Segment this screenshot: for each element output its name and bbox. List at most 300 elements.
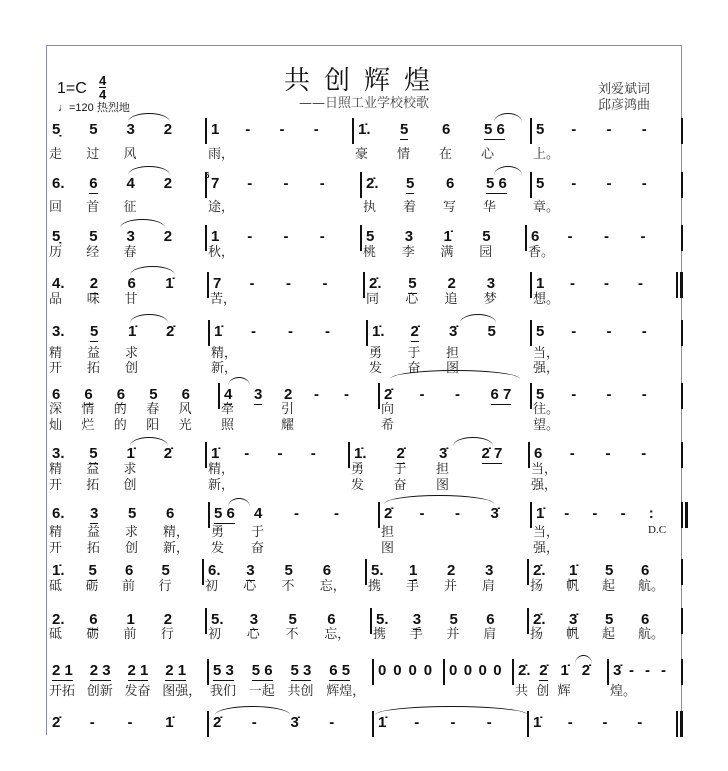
lyric: 扬	[530, 579, 544, 594]
lyric: 开	[49, 541, 63, 556]
barline	[352, 118, 354, 144]
lyric: 牵	[221, 402, 235, 417]
note: 3̇	[449, 323, 458, 340]
lyric: 创新	[86, 684, 113, 699]
note: 6	[127, 275, 136, 292]
lyric: 担	[436, 462, 450, 477]
note: 2̇ 7	[481, 445, 503, 462]
lyric: 于	[251, 525, 265, 540]
lyric: 途，	[208, 200, 235, 215]
note: 5	[88, 562, 97, 579]
barline	[530, 320, 532, 346]
lyric: 桃	[363, 245, 377, 260]
lyric: 共创	[287, 684, 314, 699]
note: 1̇	[560, 662, 569, 679]
barline	[202, 559, 204, 585]
lyric: 砺	[85, 579, 99, 594]
dash-sustain: -	[570, 275, 575, 292]
lyric: 李	[401, 245, 415, 260]
barline	[378, 383, 380, 409]
slur	[130, 437, 168, 446]
lyric: 强，	[531, 478, 558, 493]
lyric: 奋	[251, 541, 265, 556]
lyric: 新，	[208, 478, 235, 493]
note: 5	[288, 611, 297, 628]
lyric: 执	[363, 200, 377, 215]
lyric: 奋	[407, 361, 421, 376]
note: 3	[126, 228, 135, 245]
barline	[443, 659, 445, 685]
note: 0	[478, 662, 487, 679]
dash-sustain: -	[247, 175, 253, 192]
note: 2̇	[52, 714, 61, 731]
lyric: 精，	[211, 346, 238, 361]
slur	[384, 495, 494, 504]
lyric: 创	[123, 478, 137, 493]
note: 2̇	[581, 662, 591, 679]
lyric: 心	[243, 579, 257, 594]
composer-credit: 邱彦鸿曲	[598, 98, 651, 113]
slur	[375, 706, 528, 715]
lyric: 我们	[210, 684, 237, 699]
dash-sustain: -	[414, 714, 420, 731]
dash-sustain: -	[294, 505, 299, 522]
note: 5.	[211, 611, 224, 628]
lyric: 初	[205, 579, 219, 594]
dash-sustain: -	[571, 386, 577, 403]
note: 5	[449, 611, 458, 628]
lyric: 帆	[566, 627, 580, 642]
barline	[681, 659, 683, 685]
barline	[530, 383, 532, 409]
lyric: 勇	[369, 346, 383, 361]
lyric: 心	[481, 147, 495, 162]
note: 6	[534, 445, 543, 462]
note: 5	[536, 323, 545, 340]
note: 5	[128, 505, 137, 522]
lyric: 光	[178, 418, 192, 433]
lyric: 在	[439, 147, 453, 162]
note: 2 1	[52, 662, 73, 679]
note: 5	[605, 611, 614, 628]
dash-sustain: -	[419, 386, 425, 403]
dash-sustain: -	[251, 714, 257, 731]
slur	[575, 655, 592, 664]
lyric: 益	[87, 346, 101, 361]
lyric: 担	[381, 525, 395, 540]
lyric: 深	[49, 402, 63, 417]
barline	[681, 442, 683, 468]
note: 5 6	[214, 505, 235, 522]
note: 5.	[376, 611, 389, 628]
dash-sustain: -	[313, 121, 319, 138]
song-title: 共创辉煌	[283, 66, 444, 96]
barline	[205, 608, 207, 634]
dash-sustain: -	[251, 323, 256, 340]
barline	[360, 172, 362, 198]
dash-sustain: -	[637, 714, 643, 731]
barline	[530, 272, 532, 298]
dash-sustain: -	[247, 228, 253, 245]
barline	[681, 502, 683, 528]
note: 5	[89, 445, 98, 462]
lyric: 豪	[355, 147, 369, 162]
barline	[205, 118, 207, 144]
note: 6	[446, 175, 455, 192]
dash-sustain: -	[661, 662, 666, 679]
dash-sustain: -	[569, 445, 575, 462]
lyric: 精	[49, 346, 63, 361]
dash-sustain: -	[571, 323, 577, 340]
note: 5	[284, 562, 293, 579]
lyric: 砥	[49, 579, 63, 594]
lyric: 阳	[146, 418, 160, 433]
note: 0	[408, 662, 417, 679]
dash-sustain: -	[319, 228, 325, 245]
lyric: 开	[49, 478, 63, 493]
note: 1̇	[165, 714, 174, 731]
barline	[218, 383, 220, 409]
note: 2̇	[384, 386, 393, 403]
note: 6.	[52, 505, 65, 522]
note: 5	[408, 275, 417, 292]
lyric: 征	[123, 200, 137, 215]
lyric: 创	[536, 684, 550, 699]
lyric: 春	[123, 245, 137, 260]
note: 6	[322, 562, 332, 579]
note: 6 5	[329, 662, 351, 679]
note: 6	[84, 386, 93, 403]
slur	[128, 166, 170, 175]
note: 2̇	[410, 323, 419, 340]
slur	[494, 166, 522, 175]
barline-double	[680, 711, 683, 737]
lyric: 开	[49, 361, 63, 376]
lyric: 勇	[351, 462, 365, 477]
note: 3	[90, 505, 99, 522]
lyric: 希	[381, 418, 395, 433]
lyric: 携	[368, 579, 382, 594]
note: 2.	[52, 611, 65, 628]
dash-sustain: -	[319, 175, 325, 192]
note: 5 3	[290, 662, 312, 679]
lyric: 秋，	[208, 245, 235, 260]
note: 6.	[208, 562, 221, 579]
dash-sustain: -	[310, 445, 316, 462]
note: 7	[213, 275, 222, 292]
note: 5̣	[52, 121, 61, 138]
lyric: 苦，	[210, 292, 237, 307]
lyric: 首	[86, 200, 100, 215]
lyric: 园	[479, 245, 493, 260]
note: 2	[163, 611, 173, 628]
lyric: 不	[285, 627, 299, 642]
note: 3̇	[439, 445, 448, 462]
lyric: 煌。	[610, 684, 637, 699]
note: 1̇.	[354, 445, 367, 462]
barline	[348, 442, 350, 468]
lyric: 品	[49, 292, 63, 307]
dash-sustain: -	[604, 275, 609, 292]
dash-sustain: -	[641, 175, 647, 192]
slur	[130, 266, 175, 275]
note: 0	[463, 662, 473, 679]
note: 5.	[371, 562, 384, 579]
lyric: 情	[397, 147, 411, 162]
dash-sustain: -	[455, 386, 460, 403]
note: 2̇	[539, 662, 548, 679]
note: 2 1	[127, 662, 149, 679]
lyric: 华	[483, 200, 497, 215]
lyric: 精，	[208, 462, 235, 477]
note: 2̇	[166, 323, 175, 340]
note: 6	[116, 386, 126, 403]
dash-sustain: -	[249, 275, 255, 292]
barline	[681, 172, 683, 198]
dash-sustain: -	[620, 505, 626, 522]
note: 6	[125, 562, 134, 579]
dash-sustain: -	[641, 323, 647, 340]
lyric: 忘，	[319, 579, 346, 594]
note: 2̇.	[369, 275, 382, 292]
lyric: 初	[208, 627, 222, 642]
dash-sustain: -	[334, 505, 339, 522]
note: 5 6	[251, 662, 273, 679]
grace-note: 6	[205, 171, 210, 180]
lyric: 行	[160, 627, 174, 642]
note: 1̇.	[372, 323, 385, 340]
time-signature-bottom: 4	[99, 87, 107, 102]
note: 6	[327, 611, 336, 628]
lyric: 的	[113, 402, 127, 417]
dash-sustain: -	[641, 445, 647, 462]
note: 6	[89, 175, 98, 192]
note: 5 3	[213, 662, 234, 679]
lyric: 携	[373, 627, 387, 642]
note: 3	[249, 611, 259, 628]
lyric: 益	[86, 462, 100, 477]
lyric: 砺	[86, 627, 100, 642]
note: 1̇	[126, 445, 135, 462]
barline	[681, 225, 683, 251]
lyric: 拓	[86, 478, 100, 493]
lyric: 走	[49, 147, 63, 162]
note: 2	[447, 562, 456, 579]
note: 2 1	[165, 662, 187, 679]
note: 1̇	[165, 275, 174, 292]
slur	[228, 498, 250, 507]
note: 3	[485, 562, 494, 579]
note: 1̇	[533, 714, 542, 731]
lyric: 拓	[87, 541, 101, 556]
lyric: 历	[49, 245, 63, 260]
page-frame-top	[46, 45, 682, 46]
dash-sustain: -	[645, 662, 650, 679]
lyric: 一起	[248, 684, 275, 699]
note: 6	[166, 505, 175, 522]
barline	[205, 442, 207, 468]
barline	[681, 320, 683, 346]
dash-sustain: -	[314, 386, 319, 403]
lyric: 心	[405, 292, 419, 307]
lyric: 手	[409, 627, 423, 642]
lyric: 起	[602, 579, 616, 594]
lyric: 情	[81, 402, 95, 417]
barline	[676, 711, 678, 737]
lyric: 当，	[533, 346, 560, 361]
lyric: 求	[125, 525, 139, 540]
lyric: 扬	[530, 627, 544, 642]
lyric: 行	[158, 579, 172, 594]
dash-sustain: -	[641, 386, 647, 403]
dash-sustain: -	[605, 445, 611, 462]
dash-sustain: -	[279, 121, 285, 138]
lyric: 写	[443, 200, 457, 215]
barline	[681, 383, 683, 409]
note: 0	[393, 662, 402, 679]
note: 2	[163, 121, 173, 138]
lyric: 着	[403, 200, 417, 215]
dash-sustain: -	[127, 714, 133, 731]
lyric: 想。	[533, 292, 560, 307]
lyric: 并	[444, 579, 458, 594]
lyric: 雨，	[208, 147, 235, 162]
lyric: 图	[381, 541, 395, 556]
slur	[130, 314, 168, 323]
note: 5	[89, 228, 98, 245]
dash-sustain: -	[641, 121, 647, 138]
note: 2̇	[396, 445, 405, 462]
barline	[370, 608, 372, 634]
note: 5	[536, 386, 545, 403]
note: 5̣	[52, 228, 61, 245]
lyric: 不	[281, 579, 295, 594]
lyric: 拓	[87, 361, 101, 376]
note: 5	[406, 175, 415, 192]
barline	[366, 320, 368, 346]
dash-sustain: -	[322, 275, 328, 292]
dash-sustain: -	[486, 714, 492, 731]
dash-sustain: -	[606, 175, 612, 192]
barline	[512, 659, 514, 685]
note: 2	[284, 386, 293, 403]
lyric: 辉煌，	[326, 684, 366, 699]
time-signature	[99, 74, 106, 101]
lyric: 于	[393, 462, 407, 477]
lyric: 追	[444, 292, 458, 307]
slur	[494, 113, 522, 122]
dash-sustain: -	[629, 662, 634, 679]
note: 0	[423, 662, 433, 679]
barline	[530, 502, 532, 528]
lyric: 当，	[533, 525, 560, 540]
note: 6	[181, 386, 190, 403]
note: 2	[163, 228, 173, 245]
barline	[205, 225, 207, 251]
lyric: 勇	[211, 525, 225, 540]
dash-sustain: -	[344, 386, 349, 403]
note: 5 6	[486, 175, 507, 192]
slur	[460, 314, 496, 323]
note: 6	[641, 562, 650, 579]
note: 1̇	[569, 562, 578, 579]
note: 3	[126, 121, 135, 138]
note: 5	[90, 323, 99, 340]
dash-sustain: -	[277, 445, 283, 462]
note: 1̇	[378, 714, 387, 731]
note: 3̇	[490, 505, 499, 522]
lyric: 前	[123, 627, 137, 642]
lyric: 经	[86, 245, 100, 260]
barline	[681, 559, 683, 585]
barline	[527, 608, 529, 634]
barline	[530, 118, 532, 144]
note: 4.	[52, 275, 65, 292]
note: 4	[254, 505, 263, 522]
dash-sustain: -	[571, 175, 577, 192]
dash-sustain: -	[592, 505, 598, 522]
lyric: 新，	[211, 361, 238, 376]
note: 5	[149, 386, 158, 403]
note: 4	[126, 175, 135, 192]
note: 2̇.	[533, 611, 546, 628]
note: 3.	[52, 323, 65, 340]
dash-sustain: -	[283, 175, 289, 192]
lyric: 肩	[483, 627, 497, 642]
note: 3̇	[290, 714, 299, 731]
lyric: 发	[211, 541, 225, 556]
key-signature: 1=C	[57, 80, 87, 97]
barline	[208, 502, 210, 528]
lyric: 砥	[49, 627, 63, 642]
lyric: 新，	[163, 541, 190, 556]
barline	[365, 559, 367, 585]
lyric: 航。	[638, 627, 665, 642]
dash-sustain: -	[455, 505, 460, 522]
dash-sustain: -	[606, 323, 612, 340]
lyric: 帆	[566, 579, 580, 594]
dash-sustain: -	[89, 714, 95, 731]
note: 5 6	[484, 121, 505, 138]
note: 5	[161, 562, 170, 579]
lyric: 忘，	[324, 627, 351, 642]
lyric: 满	[440, 245, 454, 260]
note: 5	[400, 121, 409, 138]
lyric: 强，	[533, 541, 560, 556]
dash-sustain: -	[245, 121, 251, 138]
note: 2	[89, 275, 99, 292]
note: 2	[163, 175, 173, 192]
lyric: 梦	[483, 292, 497, 307]
barline	[528, 442, 530, 468]
dash-sustain: -	[419, 505, 425, 522]
dash-sustain: -	[567, 714, 573, 731]
slur	[453, 437, 493, 446]
note: 1̇	[128, 323, 137, 340]
page-frame-left	[46, 45, 47, 735]
lyric: 精	[49, 462, 63, 477]
barline	[208, 320, 210, 346]
lyric: 强，	[533, 361, 560, 376]
note: 0	[449, 662, 458, 679]
lyric: 当，	[531, 462, 558, 477]
note: 5	[366, 228, 375, 245]
note: 3	[404, 228, 414, 245]
barline	[681, 118, 683, 144]
lyric: 发	[369, 361, 383, 376]
note: 1̇	[214, 323, 223, 340]
time-signature-top: 4	[99, 73, 107, 88]
